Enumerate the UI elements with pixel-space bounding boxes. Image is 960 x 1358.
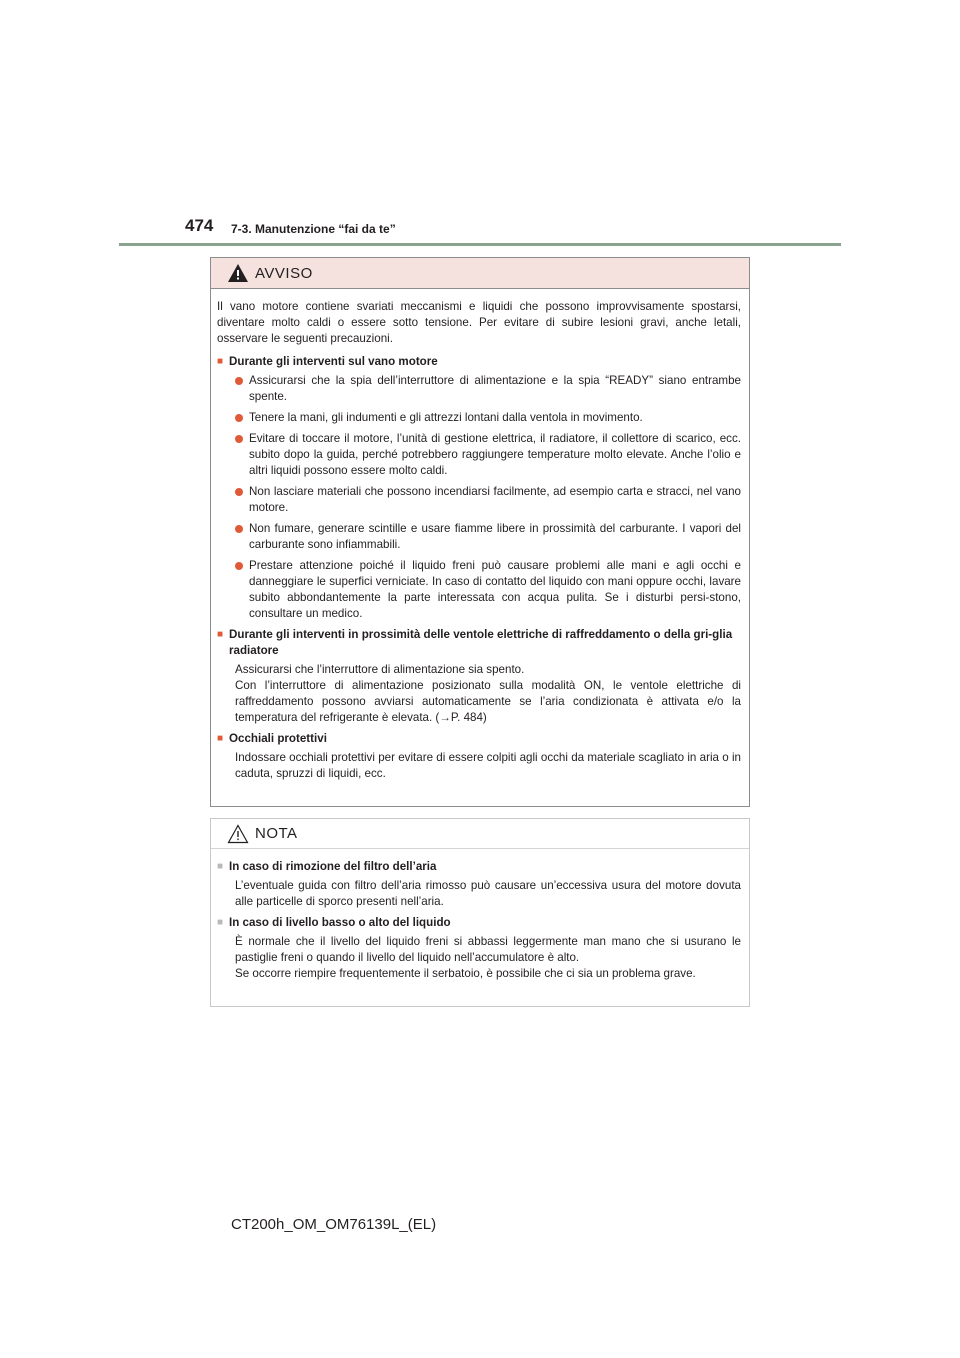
paragraph: È normale che il livello del liquido freni si abbassi leggermente man mano che si usurano le pastiglie freni o quando il livello del liquido nell’accumulatore è alto. bbox=[235, 935, 741, 964]
warning-box bbox=[210, 257, 750, 807]
list-item-text: Non fumare, generare scintille e usare fiamme libere in prossimità del carburante. I vapori del carburante sono infiammabili. bbox=[249, 522, 741, 551]
header-rule bbox=[119, 243, 841, 246]
paragraph: Indossare occhiali protettivi per evitare di essere colpiti agli occhi da materiale scagliato in aria o in caduta, spruzzi di liquidi, ecc. bbox=[235, 751, 741, 780]
round-bullet-icon bbox=[235, 525, 243, 533]
list-item bbox=[235, 373, 741, 405]
note-box bbox=[210, 818, 750, 1007]
section-title: 7-3. Manutenzione “fai da te” bbox=[231, 222, 396, 236]
list-item bbox=[235, 521, 741, 553]
paragraph: Assicurarsi che l’interruttore di alimentazione sia spento. bbox=[235, 663, 525, 676]
round-bullet-icon bbox=[235, 562, 243, 570]
warning-intro: Il vano motore contiene svariati meccanismi e liquidi che possono improvvisamente spostarsi, diventare molto caldi o essere sotto tensione. Per evitare di subire lesioni gravi, anche letali, osservare le seguenti precauzioni. bbox=[217, 300, 741, 345]
list-item-text: Tenere la mani, gli indumenti e gli attrezzi lontani dalla ventola in movimento. bbox=[249, 411, 643, 424]
warning-section-heading bbox=[217, 627, 741, 659]
note-title: NOTA bbox=[255, 825, 298, 842]
paragraph: Se occorre riempire frequentemente il serbatoio, è possibile che ci sia un problema grave. bbox=[235, 967, 696, 980]
warning-body bbox=[211, 289, 749, 782]
heading-text: In caso di livello basso o alto del liquido bbox=[229, 916, 451, 929]
square-bullet-icon: ■ bbox=[217, 356, 224, 367]
caution-outline-icon bbox=[227, 824, 249, 844]
note-body bbox=[211, 849, 749, 982]
list-item-text: Evitare di toccare il motore, l’unità di gestione elettrica, il radiatore, il collettore di scarico, ecc. subito dopo la guida, perché potrebbero raggiungere temperature molto elevate. Anche l’olio e altri liquidi possono essere molto caldi. bbox=[249, 432, 741, 477]
heading-text: Durante gli interventi sul vano motore bbox=[229, 355, 438, 368]
warning-title: AVVISO bbox=[255, 264, 313, 282]
list-item bbox=[235, 558, 741, 622]
note-header bbox=[211, 819, 749, 849]
list-item bbox=[235, 484, 741, 516]
heading-text: In caso di rimozione del filtro dell’aria bbox=[229, 860, 437, 873]
warning-section-heading bbox=[217, 731, 741, 747]
list-item-text: Prestare attenzione poiché il liquido freni può causare problemi alle mani e agli occhi e danneggiare le superfici verniciate. In caso di contatto del liquido con mani oppure occhi, lavare subito abbondantemente la parte interessata con acqua pulita. Se i disturbi persi-stono, consultare un medico. bbox=[249, 559, 741, 620]
list-item bbox=[235, 410, 741, 426]
square-bullet-icon: ■ bbox=[217, 733, 224, 744]
page-number: 474 bbox=[185, 216, 214, 235]
square-bullet-icon: ■ bbox=[217, 629, 224, 640]
list-item-text: Non lasciare materiali che possono incendiarsi facilmente, ad esempio carta e stracci, nel vano motore. bbox=[249, 485, 741, 514]
round-bullet-icon bbox=[235, 435, 243, 443]
heading-text: Durante gli interventi in prossimità delle ventole elettriche di raffreddamento o della gri-glia radiatore bbox=[229, 628, 733, 657]
round-bullet-icon bbox=[235, 377, 243, 385]
square-bullet-icon: ■ bbox=[217, 917, 224, 928]
round-bullet-icon bbox=[235, 488, 243, 496]
list-item bbox=[235, 431, 741, 479]
note-section-heading bbox=[217, 915, 741, 931]
paragraph: L’eventuale guida con filtro dell’aria rimosso può causare un’eccessiva usura del motore dovuta alle particelle di sporco presenti nell’aria. bbox=[235, 879, 741, 908]
list-item-text: Assicurarsi che la spia dell’interruttore di alimentazione e la spia “READY” siano entrambe spente. bbox=[249, 374, 741, 403]
note-section-heading bbox=[217, 859, 741, 875]
heading-text: Occhiali protettivi bbox=[229, 732, 327, 745]
document-code: CT200h_OM_OM76139L_(EL) bbox=[231, 1216, 437, 1233]
warning-section-heading bbox=[217, 354, 741, 370]
round-bullet-icon bbox=[235, 414, 243, 422]
warning-triangle-icon bbox=[227, 263, 249, 283]
warning-header bbox=[211, 258, 749, 289]
paragraph: Con l’interruttore di alimentazione posizionato sulla modalità ON, le ventole elettriche di raffreddamento possono avviarsi automaticamente se l’aria condizionata è attivata e/o la temperatura del refrigerante è elevata. (→P. 484) bbox=[235, 679, 741, 724]
square-bullet-icon: ■ bbox=[217, 861, 224, 872]
